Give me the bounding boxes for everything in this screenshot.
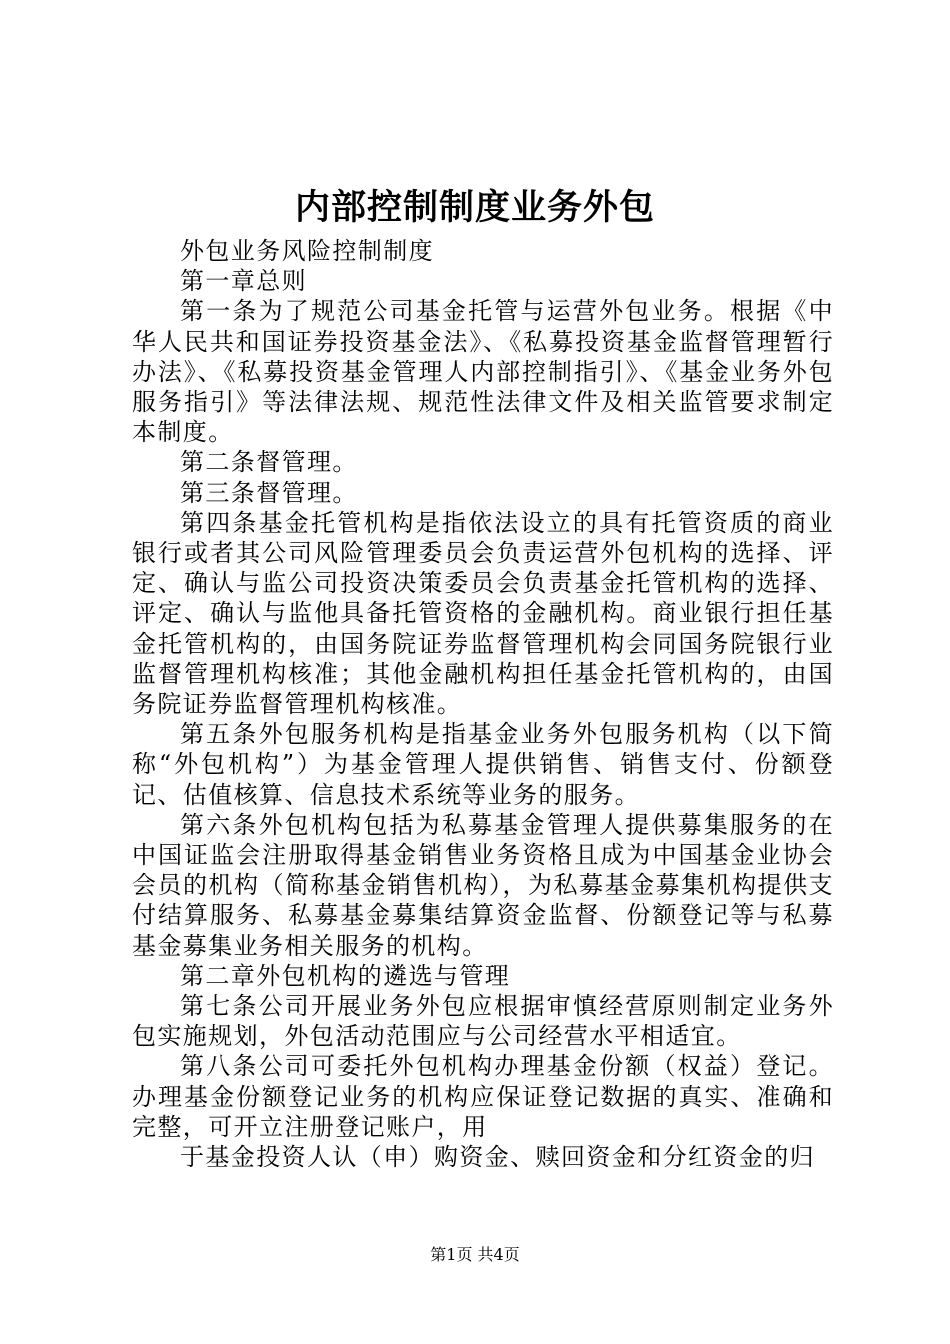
document-body — [132, 236, 834, 1172]
document-title: 内部控制制度业务外包 — [294, 187, 655, 228]
article-paragraph: 第四条基金托管机构是指依法设立的具有托管资质的商业银行或者其公司风险管理委员会负责运营外包机构的选择、评定、确认与监公司投资决策委员会负责基金托管机构的选择、评定、确认与监他具备托管资格的金融机构。商业银行担任基金托管机构的，由国务院证券监督管理机构会同国务院银行业监督管理机构核准；其他金融机构担任基金托管机构的，由国务院证券监督管理机构核准。 — [132, 508, 834, 719]
article-paragraph: 第五条外包服务机构是指基金业务外包服务机构（以下简称“外包机构”）为基金管理人提供销售、销售支付、份额登记、估值核算、信息技术系统等业务的服务。 — [132, 720, 834, 809]
article-paragraph: 第二条督管理。 — [180, 448, 358, 477]
section-heading: 外包业务风险控制制度 — [180, 237, 434, 265]
article-paragraph: 第七条公司开展业务外包应根据审慎经营原则制定业务外包实施规划，外包活动范围应与公司经营水平相适宜。 — [132, 992, 834, 1051]
article-paragraph: 于基金投资人认（申）购资金、赎回资金和分红资金的归 — [180, 1143, 815, 1172]
article-paragraph: 第一条为了规范公司基金托管与运营外包业务。根据《中华人民共和国证券投资基金法》、《私募投资基金监督管理暂行办法》、《私募投资基金管理人内部控制指引》、《基金业务外包服务指引》等法律法规、规范性法律文件及相关监管要求制定本制度。 — [132, 297, 834, 447]
article-paragraph: 第六条外包机构包括为私募基金管理人提供募集服务的在中国证监会注册取得基金销售业务资格且成为中国基金业协会会员的机构（简称基金销售机构），为私募基金募集机构提供支付结算服务、私募基金募集结算资金监督、份额登记等与私募基金募集业务相关服务的机构。 — [132, 810, 834, 960]
article-paragraph: 第三条督管理。 — [180, 478, 358, 507]
page-footer: 第1页 共4页 — [430, 1245, 520, 1264]
chapter-heading: 第二章外包机构的遴选与管理 — [180, 961, 511, 990]
article-paragraph: 第八条公司可委托外包机构办理基金份额（权益）登记。办理基金份额登记业务的机构应保证登记数据的真实、准确和完整，可开立注册登记账户，用 — [132, 1052, 834, 1141]
chapter-heading: 第一章总则 — [180, 267, 307, 296]
